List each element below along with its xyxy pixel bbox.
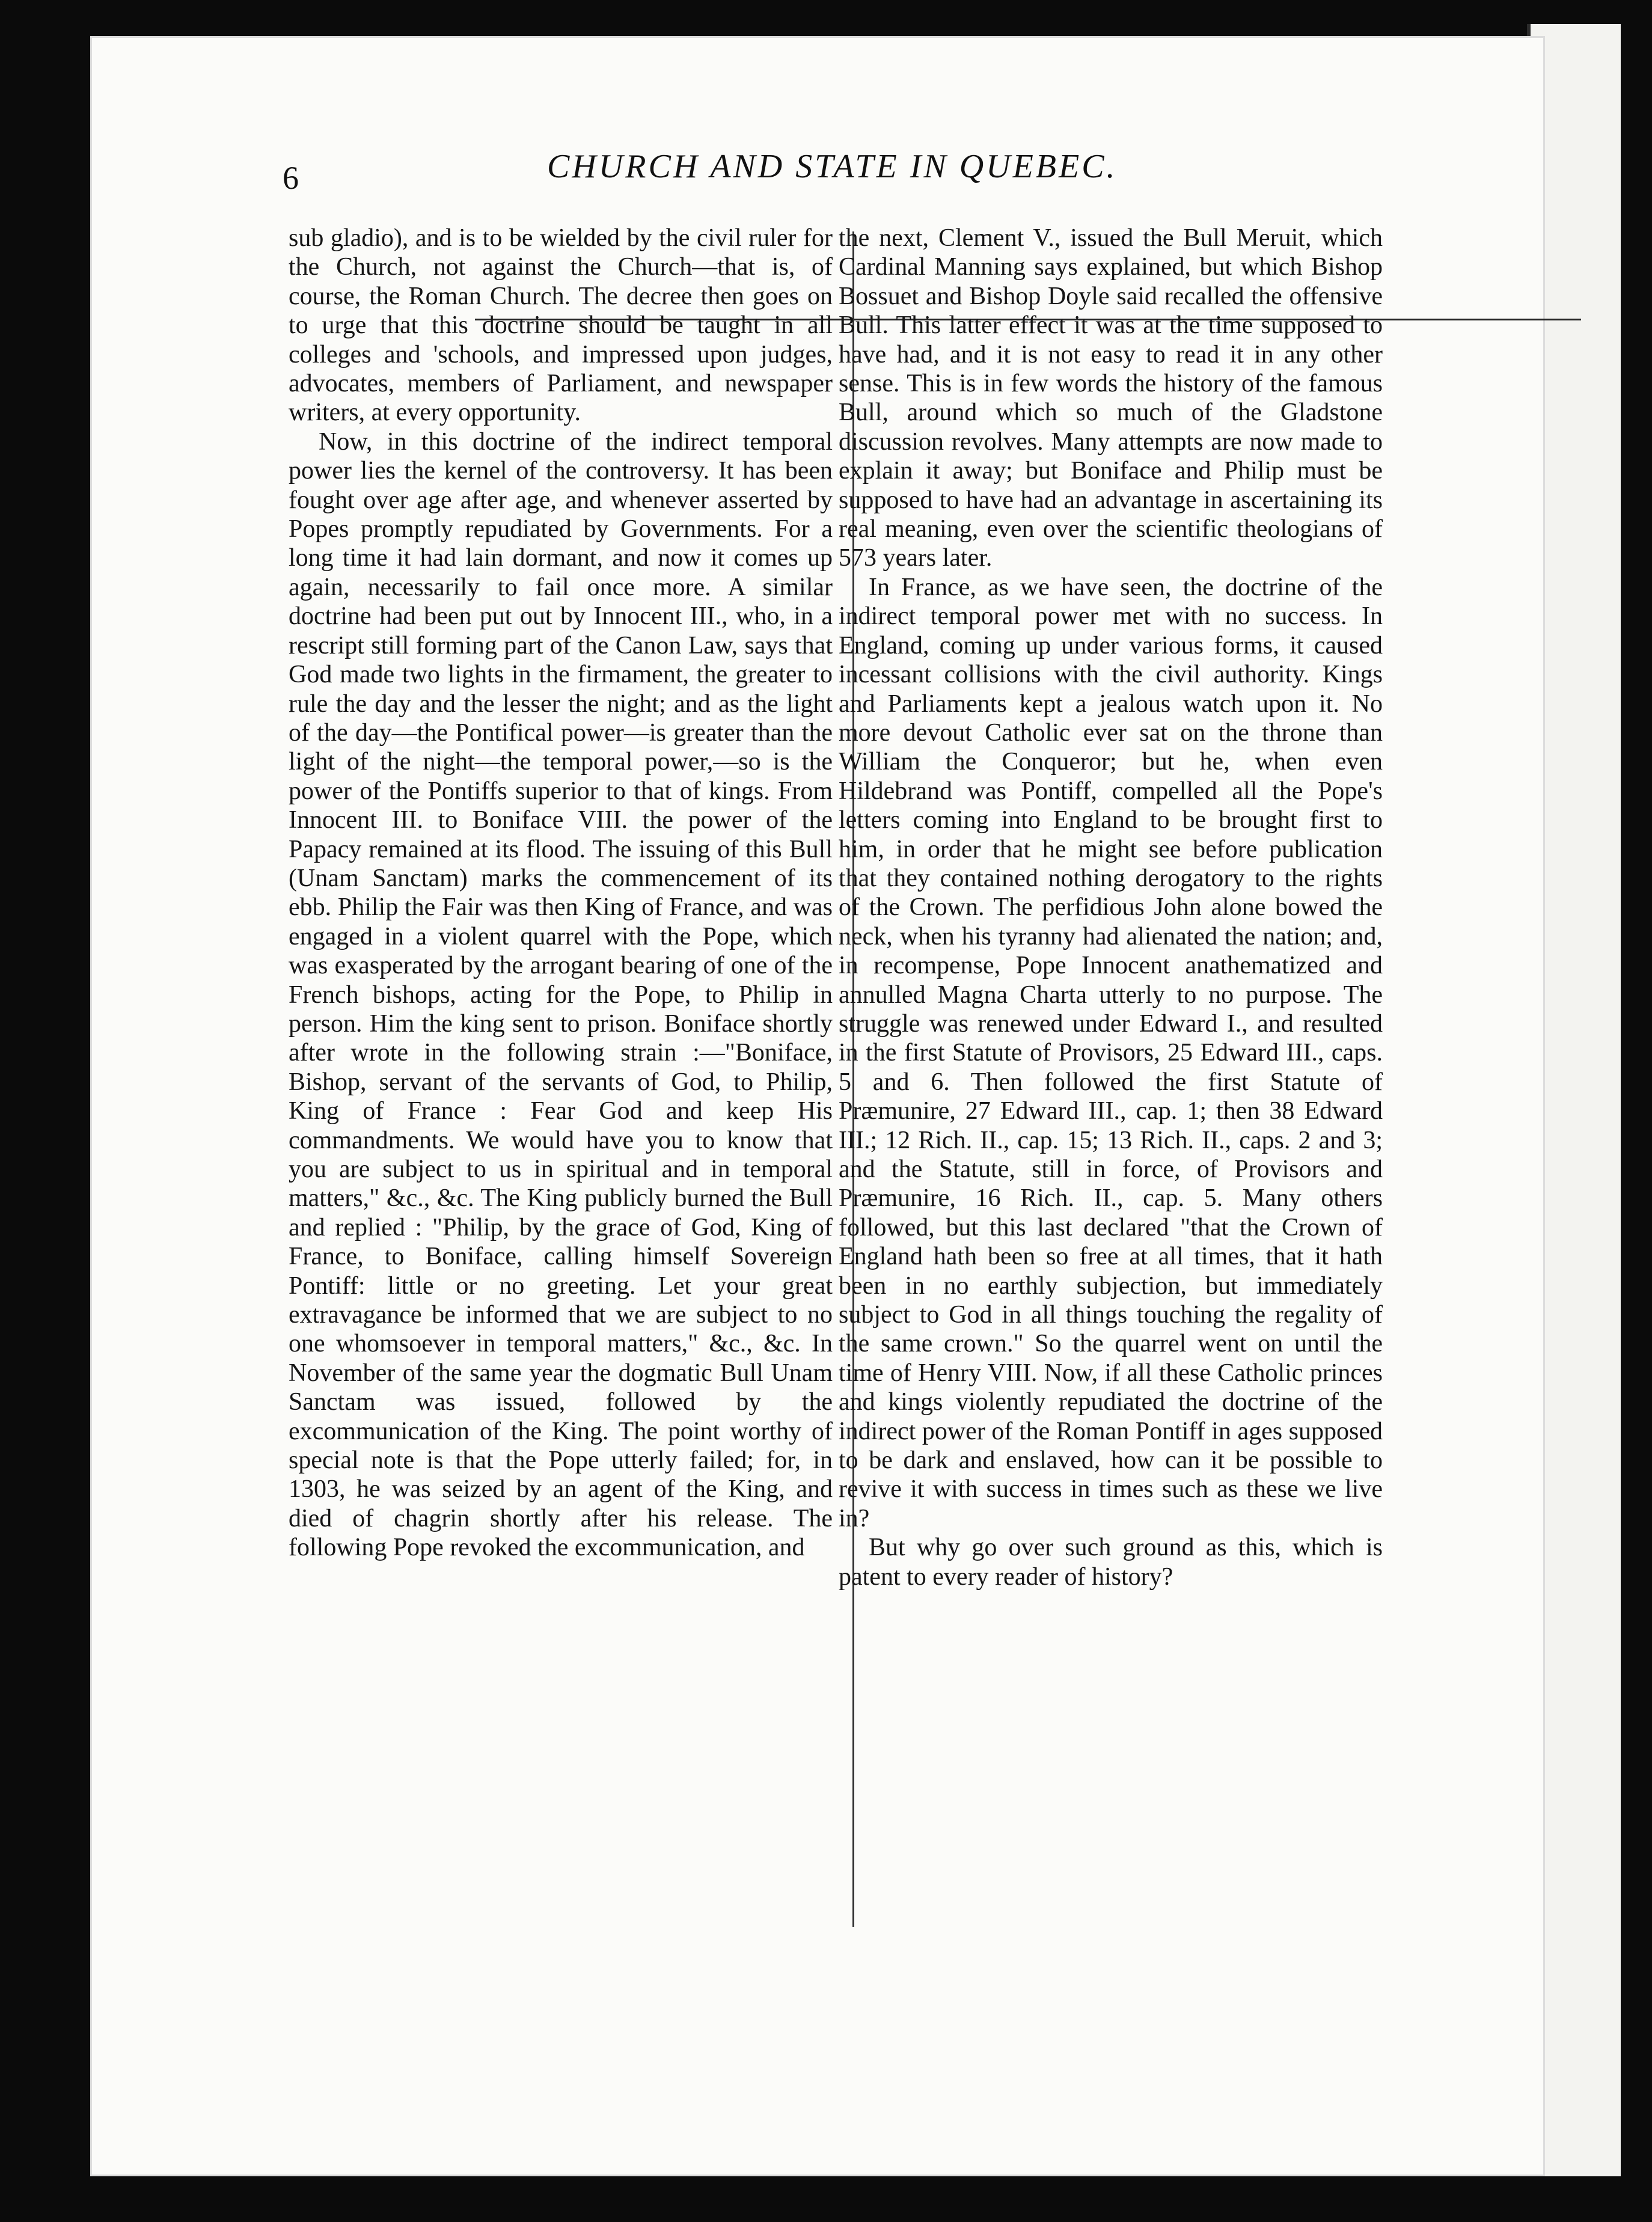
right-column	[839, 224, 1383, 1591]
right-paragraph-3: But why go over such ground as this, which is patent to every reader of history?	[839, 1534, 1383, 1591]
right-paragraph-2: In France, as we have seen, the doctrine of the indirect temporal power met with no success. In England, coming up under various forms, it caused incessant collisions with the civil authority. Kings and Parliaments kept a jealous watch upon it. No more devout Catholic ever sat on the throne than William the Conqueror; but he, when even Hildebrand was Pontiff, compelled all the Pope's letters coming into England to be brought first to him, in order that he might see before publication that they contained nothing derogatory to the rights of the Crown. The perfidious John alone bowed the neck, when his tyranny had alienated the nation; and, in recompense, Pope Innocent anathematized and annulled Magna Charta utterly to no purpose. The struggle was renewed under Edward I., and resulted in the first Statute of Provisors, 25 Edward III., caps. 5 and 6. Then followed the first Statute of Præmunire, 27 Edward III., cap. 1; then 38 Edward III.; 12 Rich. II., cap. 15; 13 Rich. II., caps. 2 and 3; and the Statute, still in force, of Provisors and Præmunire, 16 Rich. II., cap. 5. Many others followed, but this last declared "that the Crown of England hath been so free at all times, that it hath been in no earthly subjection, but immediately subject to God in all things touching the regality of the same crown." So the quarrel went on until the time of Henry VIII. Now, if all these Catholic princes and kings violently repudiated the doctrine of the indirect power of the Roman Pontiff in ages supposed to be dark and enslaved, how can it be possible to revive it with success in times such as these we live in?	[839, 573, 1383, 1532]
left-paragraph-2: Now, in this doctrine of the indirect temporal power lies the kernel of the controversy. It has been fought over age after age, and whenever asserted by Popes promptly repudiated by Governments. For a long time it had lain dormant, and now it comes up again, necessarily to fail once more. A similar doctrine had been put out by Innocent III., who, in a rescript still forming part of the Canon Law, says that God made two lights in the firmament, the greater to rule the day and the lesser the night; and as the light of the day—the Pontifical power—is greater than the light of the night—the temporal power,—so is the power of the Pontiffs superior to that of kings. From Innocent III. to Boniface VIII. the power of the Papacy remained at its flood. The issuing of this Bull (Unam Sanctam) marks the commencement of its ebb. Philip the Fair was then King of France, and was engaged in a violent quarrel with the Pope, which was exasperated by the arrogant bearing of one of the French bishops, acting for the Pope, to Philip in person. Him the king sent to prison. Boniface shortly after wrote in the following strain :—"Boniface, Bishop, servant of the servants of God, to Philip, King of France : Fear God and keep His commandments. We would have you to know that you are subject to us in spiritual and in temporal matters," &c., &c. The King publicly burned the Bull and replied : "Philip, by the grace of God, King of France, to Boniface, calling himself Sovereign Pontiff: little or no greeting. Let your great extravagance be informed that we are subject to no one whomsoever in temporal matters," &c., &c. In November of the same year the dogmatic Bull Unam Sanctam was issued, followed by the excommunication of the King. The point worthy of special note is that the Pope utterly failed; for, in 1303, he was seized by an agent of the King, and died of chagrin shortly after his release. The following Pope revoked the excommunication, and	[289, 427, 833, 1562]
running-head	[192, 129, 1425, 201]
running-title: CHURCH AND STATE IN QUEBEC.	[547, 148, 1118, 185]
left-column	[289, 224, 833, 1562]
right-paragraph-1: the next, Clement V., issued the Bull Meruit, which Cardinal Manning says explained, but which Bishop Bossuet and Bishop Doyle said recalled the offensive Bull. This latter effect it was at the time supposed to have had, and it is not easy to read it in any other sense. This is in few words the history of the famous Bull, around which so much of the Gladstone discussion revolves. Many attempts are now made to explain it away; but Boniface and Philip must be supposed to have had an advantage in ascertaining its real meaning, even over the scientific theologians of 573 years later.	[839, 224, 1383, 572]
page-number: 6	[283, 160, 299, 196]
left-paragraph-1: sub gladio), and is to be wielded by the civil ruler for the Church, not against the Church—that is, of course, the Roman Church. The decree then goes on to urge that this doctrine should be taught in all colleges and 'schools, and impressed upon judges, advocates, members of Parliament, and newspaper writers, at every opportunity.	[289, 224, 833, 427]
